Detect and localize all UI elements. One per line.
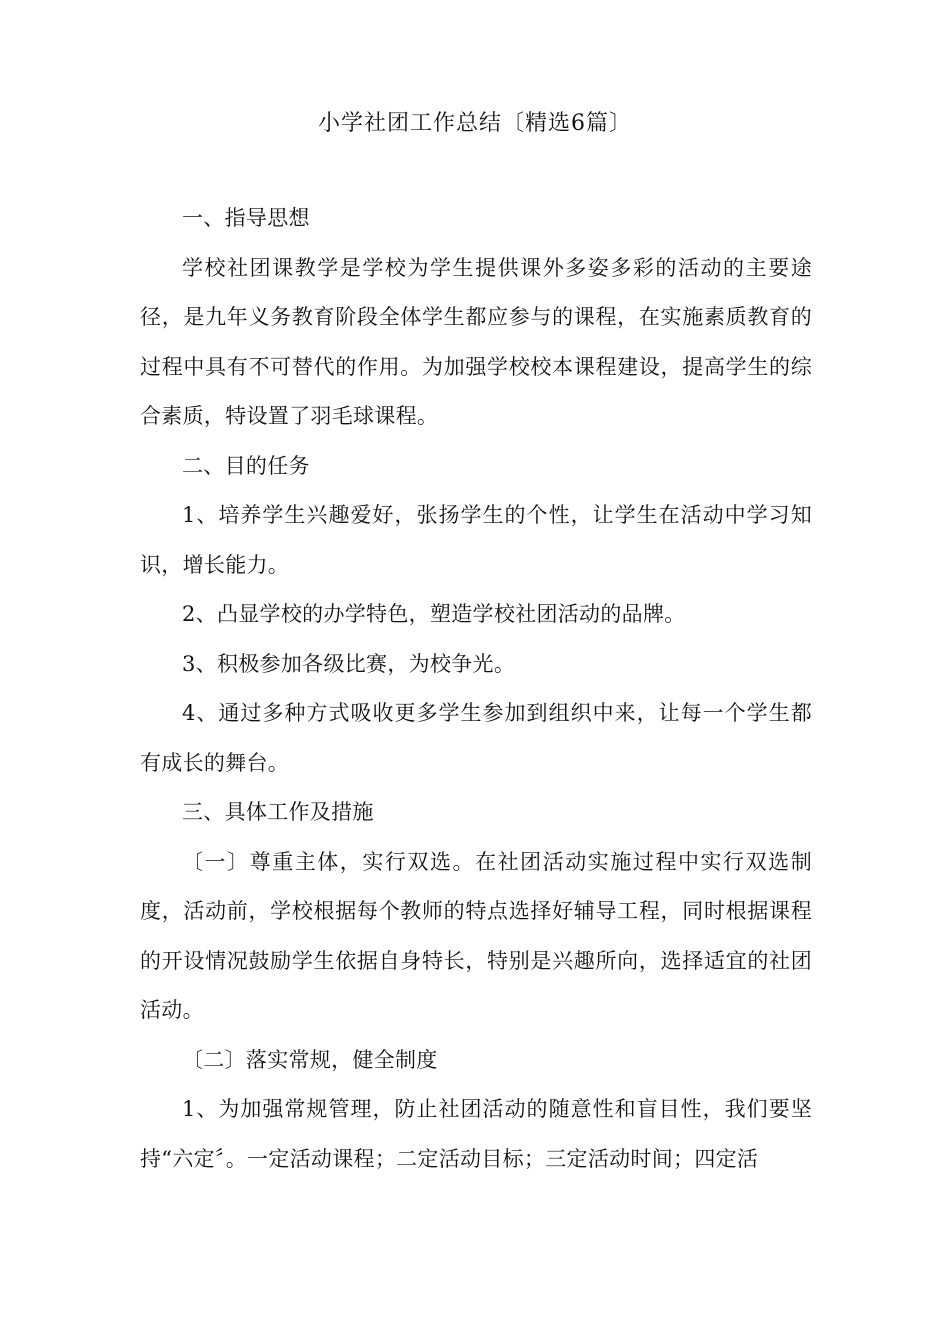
heading-goals-tasks: 二、目的任务 bbox=[182, 453, 310, 478]
paragraph-measure-2-item-1: 1、为加强常规管理，防止社团活动的随意性和盲目性，我们要坚持“六定〞。一定活动课程；二定活动目标；三定活动时间；四定活 bbox=[140, 1097, 812, 1171]
heading-specific-measures: 三、具体工作及措施 bbox=[182, 800, 374, 824]
goal-item-3: 3、积极参加各级比赛，为校争光。 bbox=[182, 651, 516, 676]
paragraph-guiding-ideology: 学校社团课教学是学校为学生提供课外多姿多彩的活动的主要途径，是九年义务教育阶段全体学生都应参与的课程，在实施素质教育的过程中具有不可替代的作用。为加强学校校本课程建设，提高学生的综合素质，特设置了羽毛球课程。 bbox=[140, 255, 812, 428]
document-title: 小学社团工作总结〔精选6篇〕 bbox=[318, 111, 632, 136]
subheading-measure-2: 〔二〕落实常规，健全制度 bbox=[182, 1047, 438, 1072]
goal-item-4: 4、通过多种方式吸收更多学生参加到组织中来，让每一个学生都有成长的舞台。 bbox=[140, 701, 812, 775]
paragraph-measure-1: 〔一〕尊重主体，实行双选。在社团活动实施过程中实行双选制度，活动前，学校根据每个教师的特点选择好辅导工程，同时根据课程的开设情况鼓励学生依据自身特长，特别是兴趣所向，选择适宜的社团活动。 bbox=[140, 849, 812, 1022]
heading-guiding-ideology: 一、指导思想 bbox=[182, 206, 310, 230]
goal-item-1: 1、培养学生兴趣爱好，张扬学生的个性，让学生在活动中学习知识，增长能力。 bbox=[140, 503, 812, 577]
document-body bbox=[140, 194, 812, 1184]
goal-item-2: 2、凸显学校的办学特色，塑造学校社团活动的品牌。 bbox=[182, 602, 686, 626]
